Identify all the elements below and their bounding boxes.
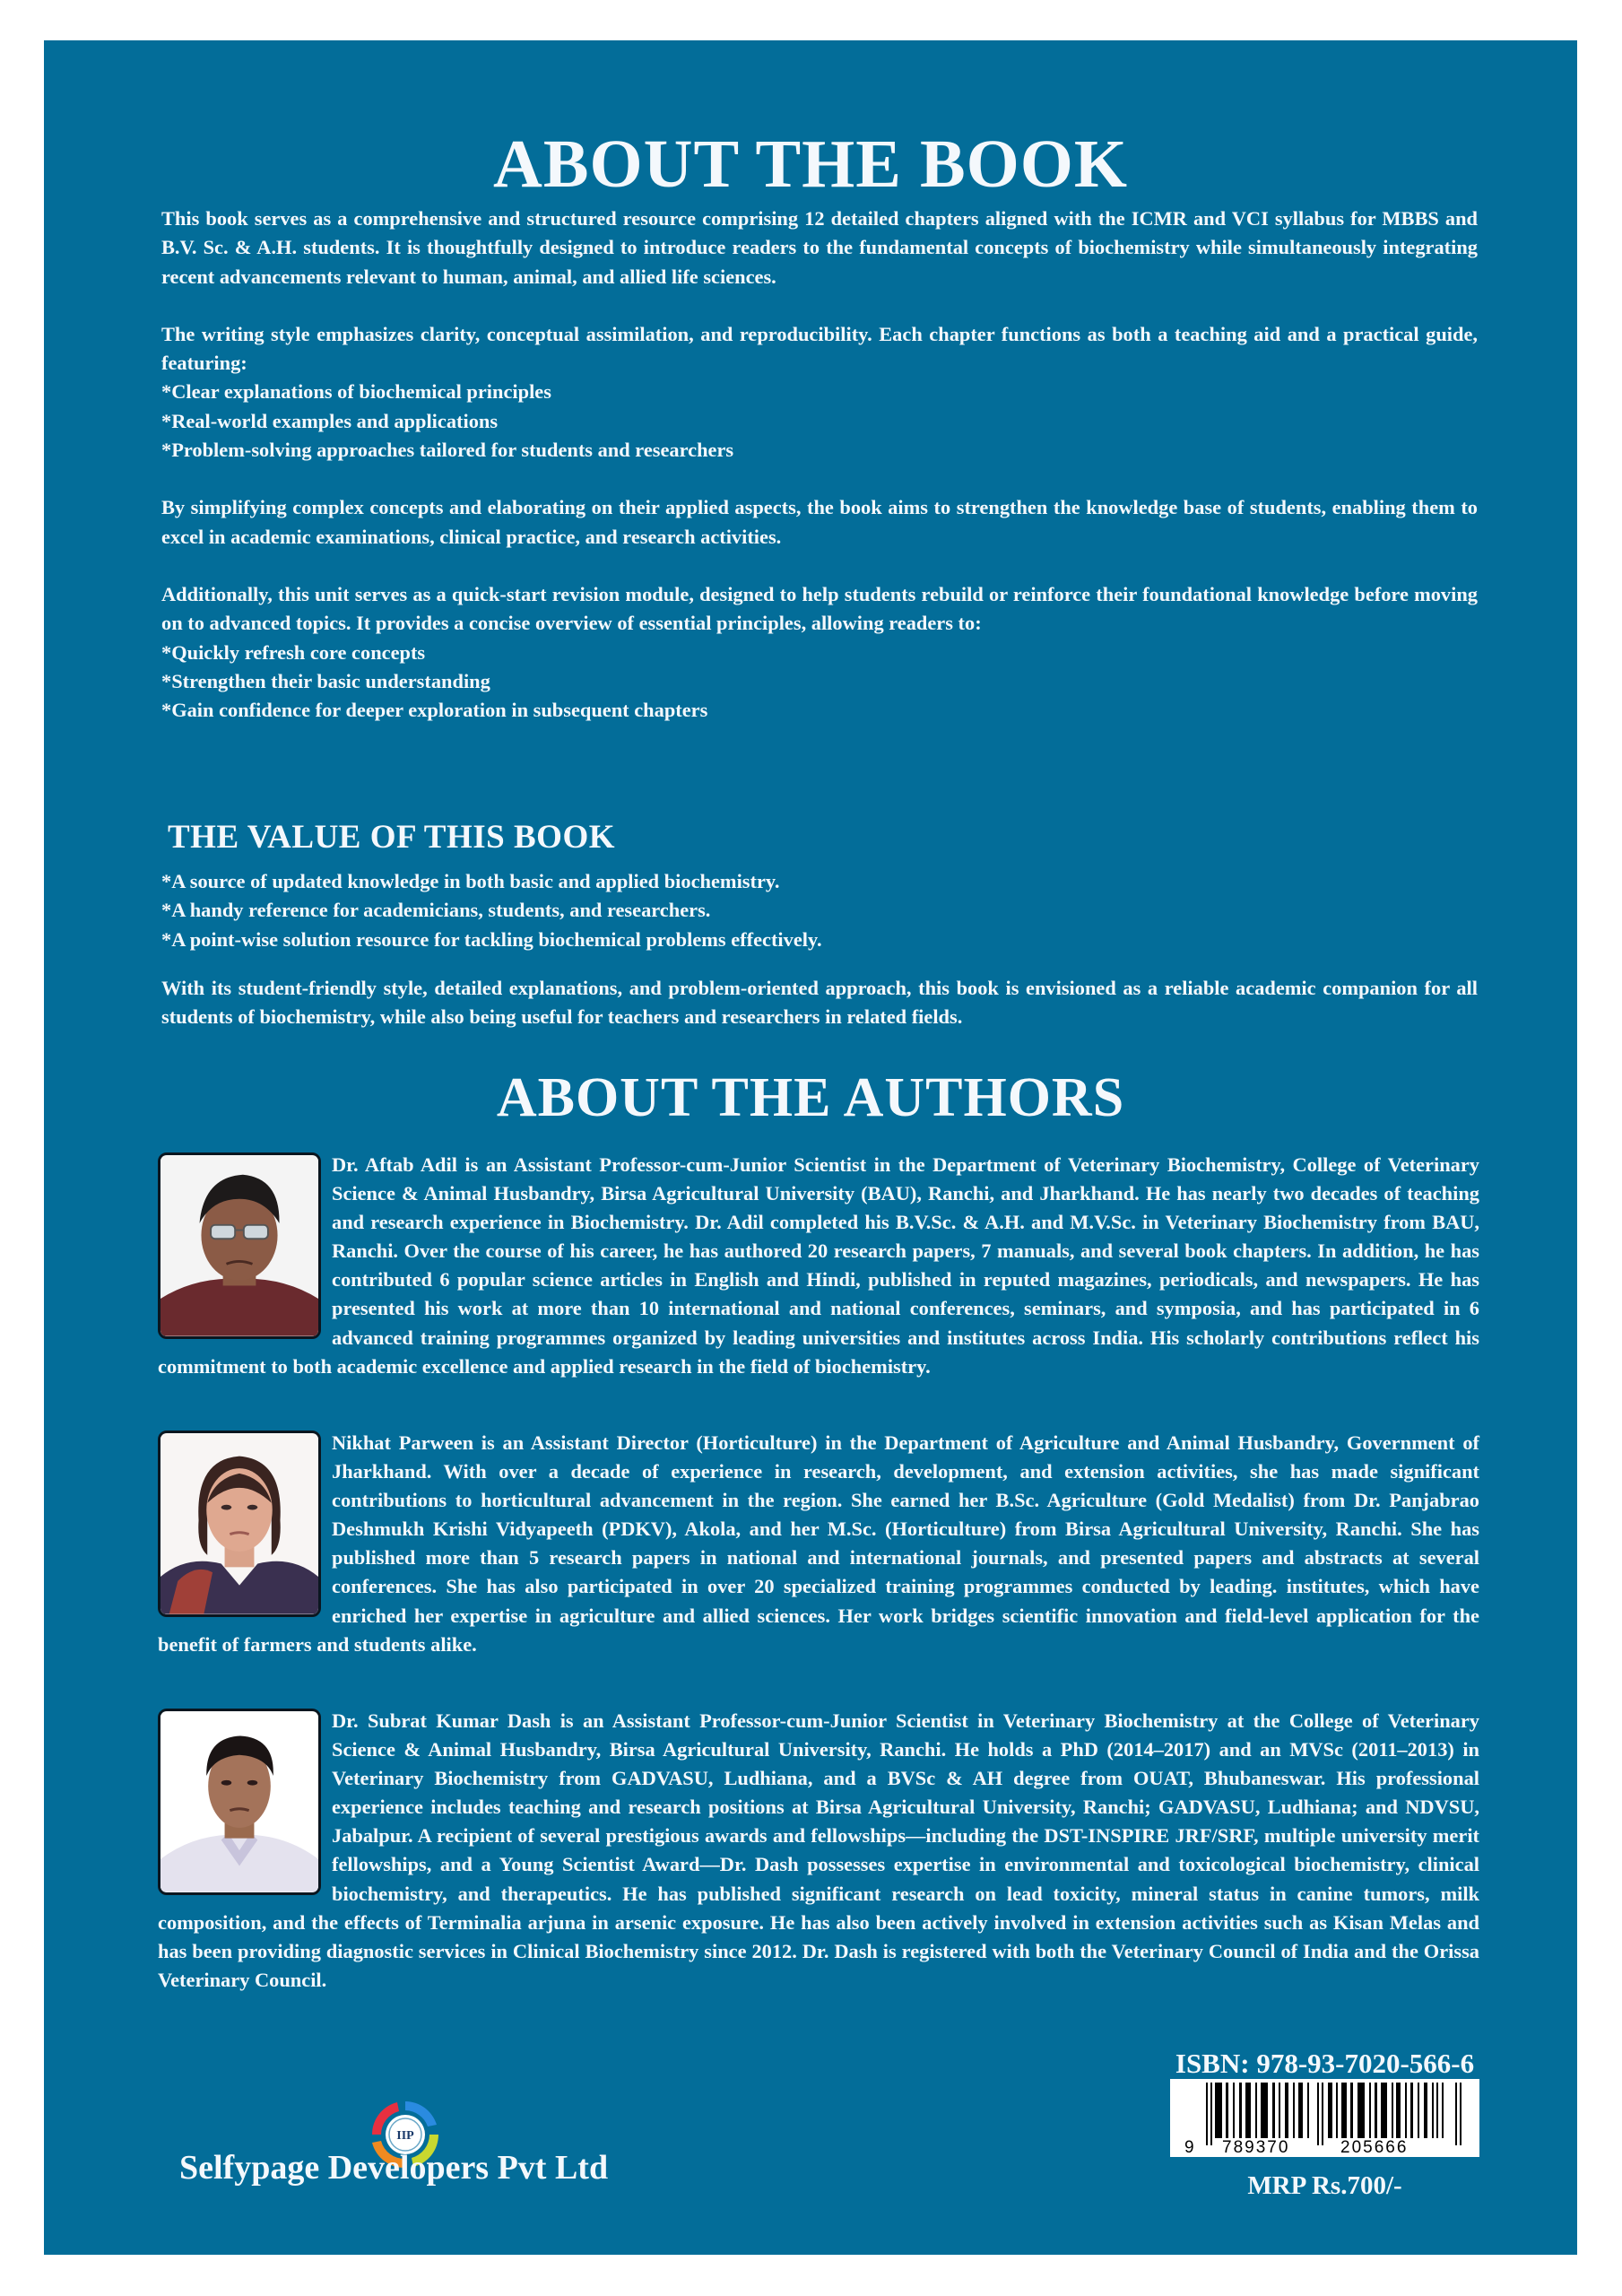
author-photo (158, 1431, 321, 1617)
barcode-lead-digit: 9 (1184, 2138, 1194, 2157)
author-bio: Nikhat Parween is an Assistant Director (Horticulture) in the Department of Agriculture and Animal Husbandry, Government of Jharkhand. With over a decade of experience in research, development, and extension activities, she has made significant contributions to horticultural advancement in the region. She earned her B.Sc. Agriculture (Gold Medalist) from Dr. Panjabrao Deshmukh Krishi Vidyapeeth (PDKV), Akola, and her M.Sc. (Horticulture) from Birsa Agricultural University, Ranchi. She has published more than 5 research papers in national and international journals, and presented papers and abstracts at several conferences. She has also participated in over 20 specialized training programmes conducted by leading. institutes, which have enriched her expertise in agriculture and allied sciences. Her work bridges scientific innovation and field-level application for the benefit of farmers and students alike. (158, 1431, 1479, 1656)
value-point: *A handy reference for academicians, students, and researchers. (161, 899, 711, 922)
author-bio: Dr. Aftab Adil is an Assistant Professor-cum-Junior Scientist in the Department of Veterinary Biochemistry, College of Veterinary Science & Animal Husbandry, Birsa Agricultural University (BAU), Ranchi, and Jharkhand. He has nearly two decades of teaching and research experience in Biochemistry. Dr. Adil completed his B.V.Sc. & A.H. and M.V.Sc. in Veterinary Biochemistry from BAU, Ranchi. Over the course of his career, he has authored 20 research papers, 7 manuals, and several book chapters. In addition, he has contributed 6 popular science articles in English and Hindi, published in reputed magazines, periodicals, and newspapers. He has presented his work at more than 10 international and national conferences, seminars, and symposia, and has participated in 6 advanced training programmes organized by leading universities and institutes across India. His scholarly contributions reflect his commitment to both academic excellence and applied research in the field of biochemistry. (158, 1153, 1479, 1378)
barcode-icon (1170, 2079, 1479, 2157)
value-closing-paragraph: With its student-friendly style, detailed explanations, and problem-oriented approach, this book is envisioned as a reliable academic companion for all students of biochemistry, while also being useful for teachers and researchers in related fields. (161, 976, 1478, 1029)
logo-text: IIP (396, 2129, 414, 2143)
author-bio: Dr. Subrat Kumar Dash is an Assistant Professor-cum-Junior Scientist in Veterinary Biochemistry at the College of Veterinary Science & Animal Husbandry, Birsa Agricultural University, Ranchi. He holds a PhD (2014–2017) and an MVSc (2011–2013) in Veterinary Biochemistry from GADVASU, Ludhiana, and a BVSc & AH degree from OUAT, Bhubaneswar. His professional experience includes teaching and research positions at Birsa Agricultural University, Ranchi; GADVASU, Ludhiana; and NDVSU, Jabalpur. A recipient of several prestigious awards and fellowships—including the DST-INSPIRE JRF/SRF, multiple university merit fellowships, and a Young Scientist Award—Dr. Dash possesses expertise in environmental and toxicological biochemistry, clinical biochemistry, and therapeutics. He has published significant research on lead toxicity, mineral status in canine tumors, milk composition, and the effects of Terminalia arjuna in arsenic exposure. He has also been actively involved in extension activities such as Kisan Melas and has been providing diagnostic services in Clinical Biochemistry since 2012. Dr. Dash is registered with both the Veterinary Council of India and the Orissa Veterinary Council. (158, 1709, 1479, 1991)
value-point: *A source of updated knowledge in both basic and applied biochemistry. (161, 870, 780, 892)
author-photo-male-icon (160, 1711, 318, 1892)
barcode-left-digits: 789370 (1222, 2138, 1290, 2157)
author-entry (158, 1429, 1479, 1659)
value-point: *A point-wise solution resource for tackling biochemical problems effectively. (161, 927, 822, 951)
features-list (161, 378, 1478, 465)
revision-points-list (161, 639, 1478, 726)
author-photo-female-icon (160, 1433, 318, 1614)
feature-item: *Real-world examples and applications (161, 409, 499, 432)
about-authors-title: ABOUT THE AUTHORS (496, 1067, 1125, 1128)
publisher-name: Selfypage Developers Pvt Ltd (179, 2149, 609, 2187)
isbn-label: ISBN: 978-93-7020-566-6 (1175, 2048, 1475, 2079)
revision-point: *Quickly refresh core concepts (161, 640, 426, 664)
revision-point: *Strengthen their basic understanding (161, 669, 490, 692)
about-book-body (161, 204, 1478, 725)
style-paragraph: The writing style emphasizes clarity, conceptual assimilation, and reproducibility. Each chapter functions as both a teaching aid and a practical guide, featuring: (161, 322, 1478, 375)
revision-point: *Gain confidence for deeper exploration in subsequent chapters (161, 699, 708, 722)
author-entry (158, 1151, 1479, 1381)
author-photo (158, 1709, 321, 1895)
about-book-title: ABOUT THE BOOK (492, 126, 1129, 202)
mrp-price: MRP Rs.700/- (1247, 2171, 1402, 2200)
author-entry (158, 1707, 1479, 1995)
revision-paragraph: Additionally, this unit serves as a quick-start revision module, designed to help students rebuild or reinforce their foundational knowledge before moving on to advanced topics. It provides a concise overview of essential principles, allowing readers to: (161, 582, 1478, 635)
aim-paragraph: By simplifying complex concepts and elaborating on their applied aspects, the book aims to strengthen the knowledge base of students, enabling them to excel in academic examinations, clinical practice, and research activities. (161, 496, 1478, 548)
value-title: THE VALUE OF THIS BOOK (168, 819, 616, 856)
barcode-right-digits: 205666 (1340, 2138, 1409, 2157)
value-body (161, 867, 1478, 1031)
feature-item: *Clear explanations of biochemical principles (161, 380, 551, 404)
author-photo (158, 1152, 321, 1339)
back-cover-panel (44, 40, 1577, 2255)
intro-paragraph: This book serves as a comprehensive and structured resource comprising 12 detailed chapters aligned with the ICMR and VCI syllabus for MBBS and B.V. Sc. & A.H. students. It is thoughtfully designed to introduce readers to the fundamental concepts of biochemistry while simultaneously integrating recent advancements relevant to human, animal, and allied life sciences. (161, 207, 1478, 288)
feature-item: *Problem-solving approaches tailored for students and researchers (161, 439, 734, 462)
author-photo-male-glasses-icon (160, 1155, 318, 1336)
isbn-barcode (1170, 2079, 1479, 2157)
value-points-list (161, 867, 1478, 954)
